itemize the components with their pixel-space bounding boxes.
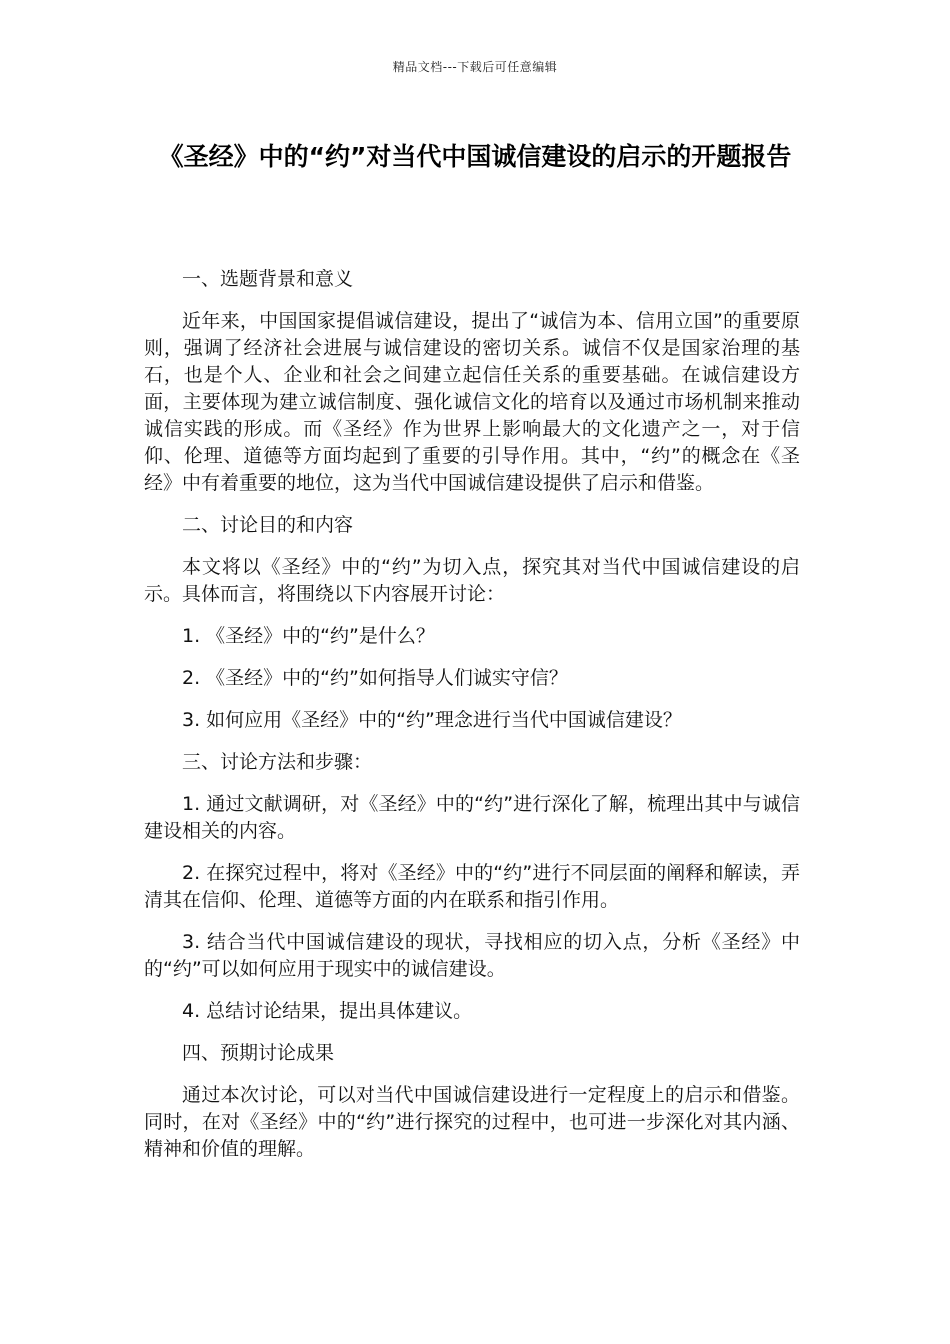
list-item: 2. 在探究过程中，将对《圣经》中的“约”进行不同层面的阐释和解读，弄清其在信仰、伦理、道德等方面的内在联系和指引作用。 bbox=[144, 862, 800, 911]
document-body bbox=[144, 266, 800, 1178]
list-item: 4. 总结讨论结果，提出具体建议。 bbox=[182, 1000, 473, 1022]
body-paragraph: 通过本次讨论，可以对当代中国诚信建设进行一定程度上的启示和借鉴。同时，在对《圣经》中的“约”进行探究的过程中，也可进一步深化对其内涵、精神和价值的理解。 bbox=[144, 1084, 800, 1160]
section-heading: 三、讨论方法和步骤： bbox=[182, 751, 373, 773]
section-heading: 一、选题背景和意义 bbox=[182, 268, 354, 290]
document-title: 《圣经》中的“约”对当代中国诚信建设的启示的开题报告 bbox=[158, 142, 792, 171]
list-item: 3. 结合当代中国诚信建设的现状，寻找相应的切入点，分析《圣经》中的“约”可以如何应用于现实中的诚信建设。 bbox=[144, 931, 800, 980]
list-item: 2. 《圣经》中的“约”如何指导人们诚实守信？ bbox=[182, 667, 568, 689]
section-heading: 二、讨论目的和内容 bbox=[182, 514, 354, 536]
body-paragraph: 近年来，中国国家提倡诚信建设，提出了“诚信为本、信用立国”的重要原则，强调了经济社会进展与诚信建设的密切关系。诚信不仅是国家治理的基石，也是个人、企业和社会之间建立起信任关系的重要基础。在诚信建设方面，主要体现为建立诚信制度、强化诚信文化的培育以及通过市场机制来推动诚信实践的形成。而《圣经》作为世界上影响最大的文化遗产之一，对于信仰、伦理、道德等方面均起到了重要的引导作用。其中，“约”的概念在《圣经》中有着重要的地位，这为当代中国诚信建设提供了启示和借鉴。 bbox=[144, 310, 800, 494]
list-item: 1. 通过文献调研，对《圣经》中的“约”进行深化了解，梳理出其中与诚信建设相关的内容。 bbox=[144, 793, 800, 842]
body-paragraph: 本文将以《圣经》中的“约”为切入点，探究其对当代中国诚信建设的启示。具体而言，将围绕以下内容展开讨论： bbox=[144, 556, 800, 605]
header-note: 精品文档---下载后可任意编辑 bbox=[392, 60, 558, 74]
section-heading: 四、预期讨论成果 bbox=[182, 1042, 335, 1064]
list-item: 1. 《圣经》中的“约”是什么？ bbox=[182, 625, 435, 647]
list-item: 3. 如何应用《圣经》中的“约”理念进行当代中国诚信建设？ bbox=[182, 709, 682, 731]
